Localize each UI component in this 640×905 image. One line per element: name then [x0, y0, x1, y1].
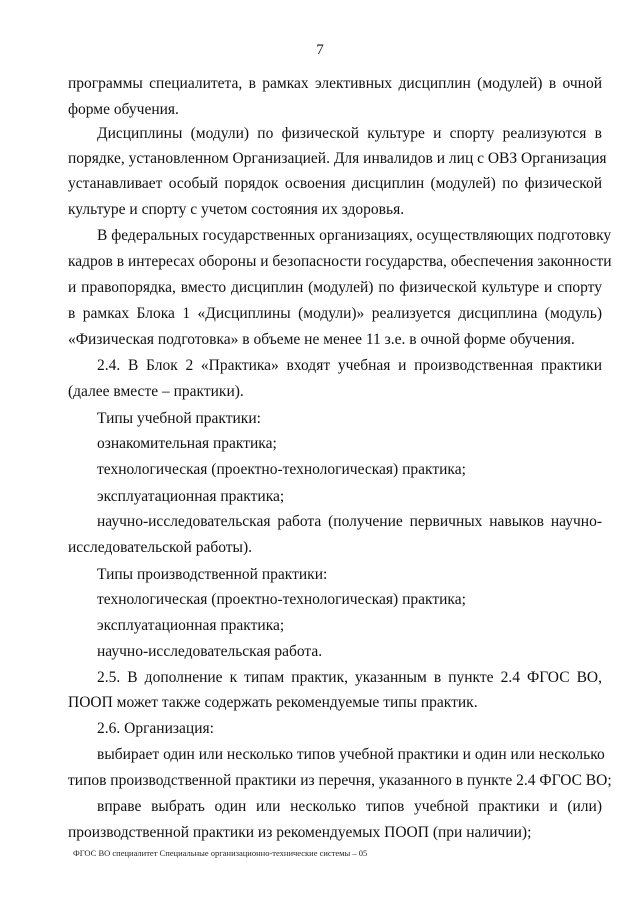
text-line: устанавливает особый порядок освоения дисциплин (модулей) по физической	[68, 175, 602, 192]
text-line: научно-исследовательская работа.	[97, 643, 323, 660]
text-line: (далее вместе – практики).	[68, 383, 244, 400]
text-line: в рамках Блока 1 «Дисциплины (модули)» реализуется дисциплина (модуль)	[68, 305, 602, 322]
text-line: кадров в интересах обороны и безопасности государства, обеспечения законности	[68, 253, 612, 270]
text-line: программы специалитета, в рамках элективных дисциплин (модулей) в очной	[68, 75, 602, 92]
text-line: форме обучения.	[68, 101, 179, 118]
text-line: исследовательской работы).	[68, 539, 252, 556]
text-line: типов производственной практики из перечня, указанного в пункте 2.4 ФГОС ВО;	[68, 772, 612, 789]
text-line: ПООП может также содержать рекомендуемые типы практик.	[68, 694, 478, 711]
text-line: 2.4. В Блок 2 «Практика» входят учебная и производственная практики	[97, 357, 602, 374]
text-line: и правопорядка, вместо дисциплин (модулей) по физической культуре и спорту	[68, 279, 602, 296]
text-line: производственной практики из рекомендуемых ПООП (при наличии);	[68, 824, 532, 841]
text-line: «Физическая подготовка» в объеме не менее 11 з.е. в очной форме обучения.	[68, 331, 575, 348]
text-line: выбирает один или несколько типов учебной практики и один или несколько	[97, 746, 605, 763]
text-line: технологическая (проектно-технологическая) практика;	[97, 591, 466, 608]
text-line: В федеральных государственных организациях, осуществляющих подготовку	[97, 227, 612, 244]
text-line: 2.5. В дополнение к типам практик, указанным в пункте 2.4 ФГОС ВО,	[97, 669, 602, 686]
text-line: Типы производственной практики:	[97, 566, 328, 583]
text-line: 2.6. Организация:	[97, 720, 214, 737]
page-number: 7	[316, 42, 324, 58]
text-line: эксплуатационная практика;	[97, 488, 285, 505]
text-line: эксплуатационная практика;	[97, 617, 285, 634]
text-line: Типы учебной практики:	[97, 410, 261, 427]
text-line: порядке, установленном Организацией. Для инвалидов и лиц с ОВЗ Организация	[68, 150, 607, 167]
text-line: вправе выбрать один или несколько типов учебной практики и (или)	[97, 798, 602, 815]
text-line: культуре и спорту с учетом состояния их здоровья.	[68, 201, 405, 218]
text-line: Дисциплины (модули) по физической культуре и спорту реализуются в	[97, 125, 602, 142]
text-line: ознакомительная практика;	[97, 435, 277, 452]
text-line: научно-исследовательская работа (получение первичных навыков научно-	[97, 513, 602, 530]
footer-text: ФГОС ВО специалитет Специальные организационно-технические системы – 05	[73, 848, 368, 858]
text-line: технологическая (проектно-технологическая) практика;	[97, 461, 466, 478]
